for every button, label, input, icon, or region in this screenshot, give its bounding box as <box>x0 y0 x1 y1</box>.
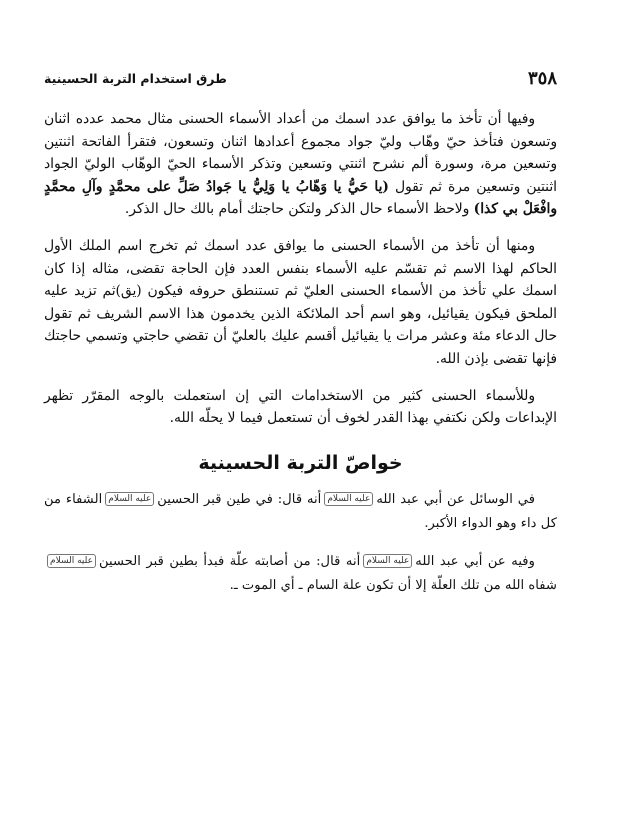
honorific-icon: عليه السلام <box>363 554 412 568</box>
hadith-1 <box>44 488 557 536</box>
hadith-2 <box>44 550 557 598</box>
hadith-2-part3: شفاه الله من تلك العلّة إلا أن تكون علة السام ـ أي الموت ـ. <box>229 577 557 593</box>
paragraph-2 <box>44 235 557 371</box>
paragraph-1-text: وفيها أن تأخذ ما يوافق عدد اسمك من أعداد الأسماء الحسنى مثال محمد عدده اثنان وتسعون فتأخذ حيّ وهّاب وليّ جواد مجموع أعدادها اثنان وتسعون، فتقرأ الفاتحة اثنتين وتسعين مرة، وسورة ألم نشرح اثنتي وتسعين وتذكر الأسماء الحيّ الوهّاب الوليّ الجواد اثنتين وتسعين مرة ثم تقول <box>44 111 558 195</box>
section-title: خواصّ التربة الحسينية <box>198 451 403 474</box>
paragraph-1 <box>44 108 557 221</box>
running-title: طرق استخدام التربة الحسينية <box>44 71 227 86</box>
honorific-icon: عليه السلام <box>324 492 373 506</box>
paragraph-2-text: ومنها أن تأخذ من الأسماء الحسنى ما يوافق عدد اسمك ثم تخرج اسم الملك الأول الحاكم لهذا الاسم ثم تقسّم عليه الأسماء بنفس العدد فإن الحاجة تقضى، مثاله إذا كان اسمك علي تأخذ من الأسماء الحسنى العليّ ثم تستنطق حروفه فيكون (يق)ثم تزيد عليه الملحق فيكون يقيائيل، وهو اسم أحد الملائكة الذين يخدمون هذا الاسم الشريف ثم تقول حال الدعاء مئة وعشر مرات يا يقيائيل أقسم عليك بالعليّ أن تقضي حاجتي وتسمي حاجتك فإنها تقضى بإذن الله. <box>44 237 557 367</box>
hadith-2-part1: وفيه عن أبي عبد الله <box>415 553 535 569</box>
hadith-2-part2: أنه قال: من أصابته علّة فبدأ بطين قبر الحسين <box>98 553 361 569</box>
page-body <box>44 108 557 612</box>
honorific-icon: عليه السلام <box>47 554 96 568</box>
honorific-icon: عليه السلام <box>105 492 154 506</box>
page-header <box>44 68 557 90</box>
paragraph-1-end: ولاحظ الأسماء حال الذكر ولتكن حاجتك أمام بالك حال الذكر. <box>124 201 474 218</box>
paragraph-3 <box>44 385 557 430</box>
hadith-1-part1: في الوسائل عن أبي عبد الله <box>376 491 535 507</box>
paragraph-3-text: وللأسماء الحسنى كثير من الاستخدامات التي إن استعملت بالوجه المقرّر تظهر الإبداعات ولكن نكتفي بهذا القدر لخوف أن تستعمل فيما لا يحلّه الله. <box>44 387 557 427</box>
hadith-1-part3: الشفاء من كل داء وهو الدواء الأكبر. <box>44 491 557 531</box>
page-number: ٣٥٨ <box>527 68 557 89</box>
supplication-text: (يا حَيُّ يا وَهّابُ يا وَلِيُّ يا جَوادُ صَلِّ على محمَّدٍ وآلِ محمَّدٍ وافْعَلْ بي كذا) <box>44 178 557 218</box>
hadith-1-part2: أنه قال: في طين قبر الحسين <box>157 491 322 507</box>
